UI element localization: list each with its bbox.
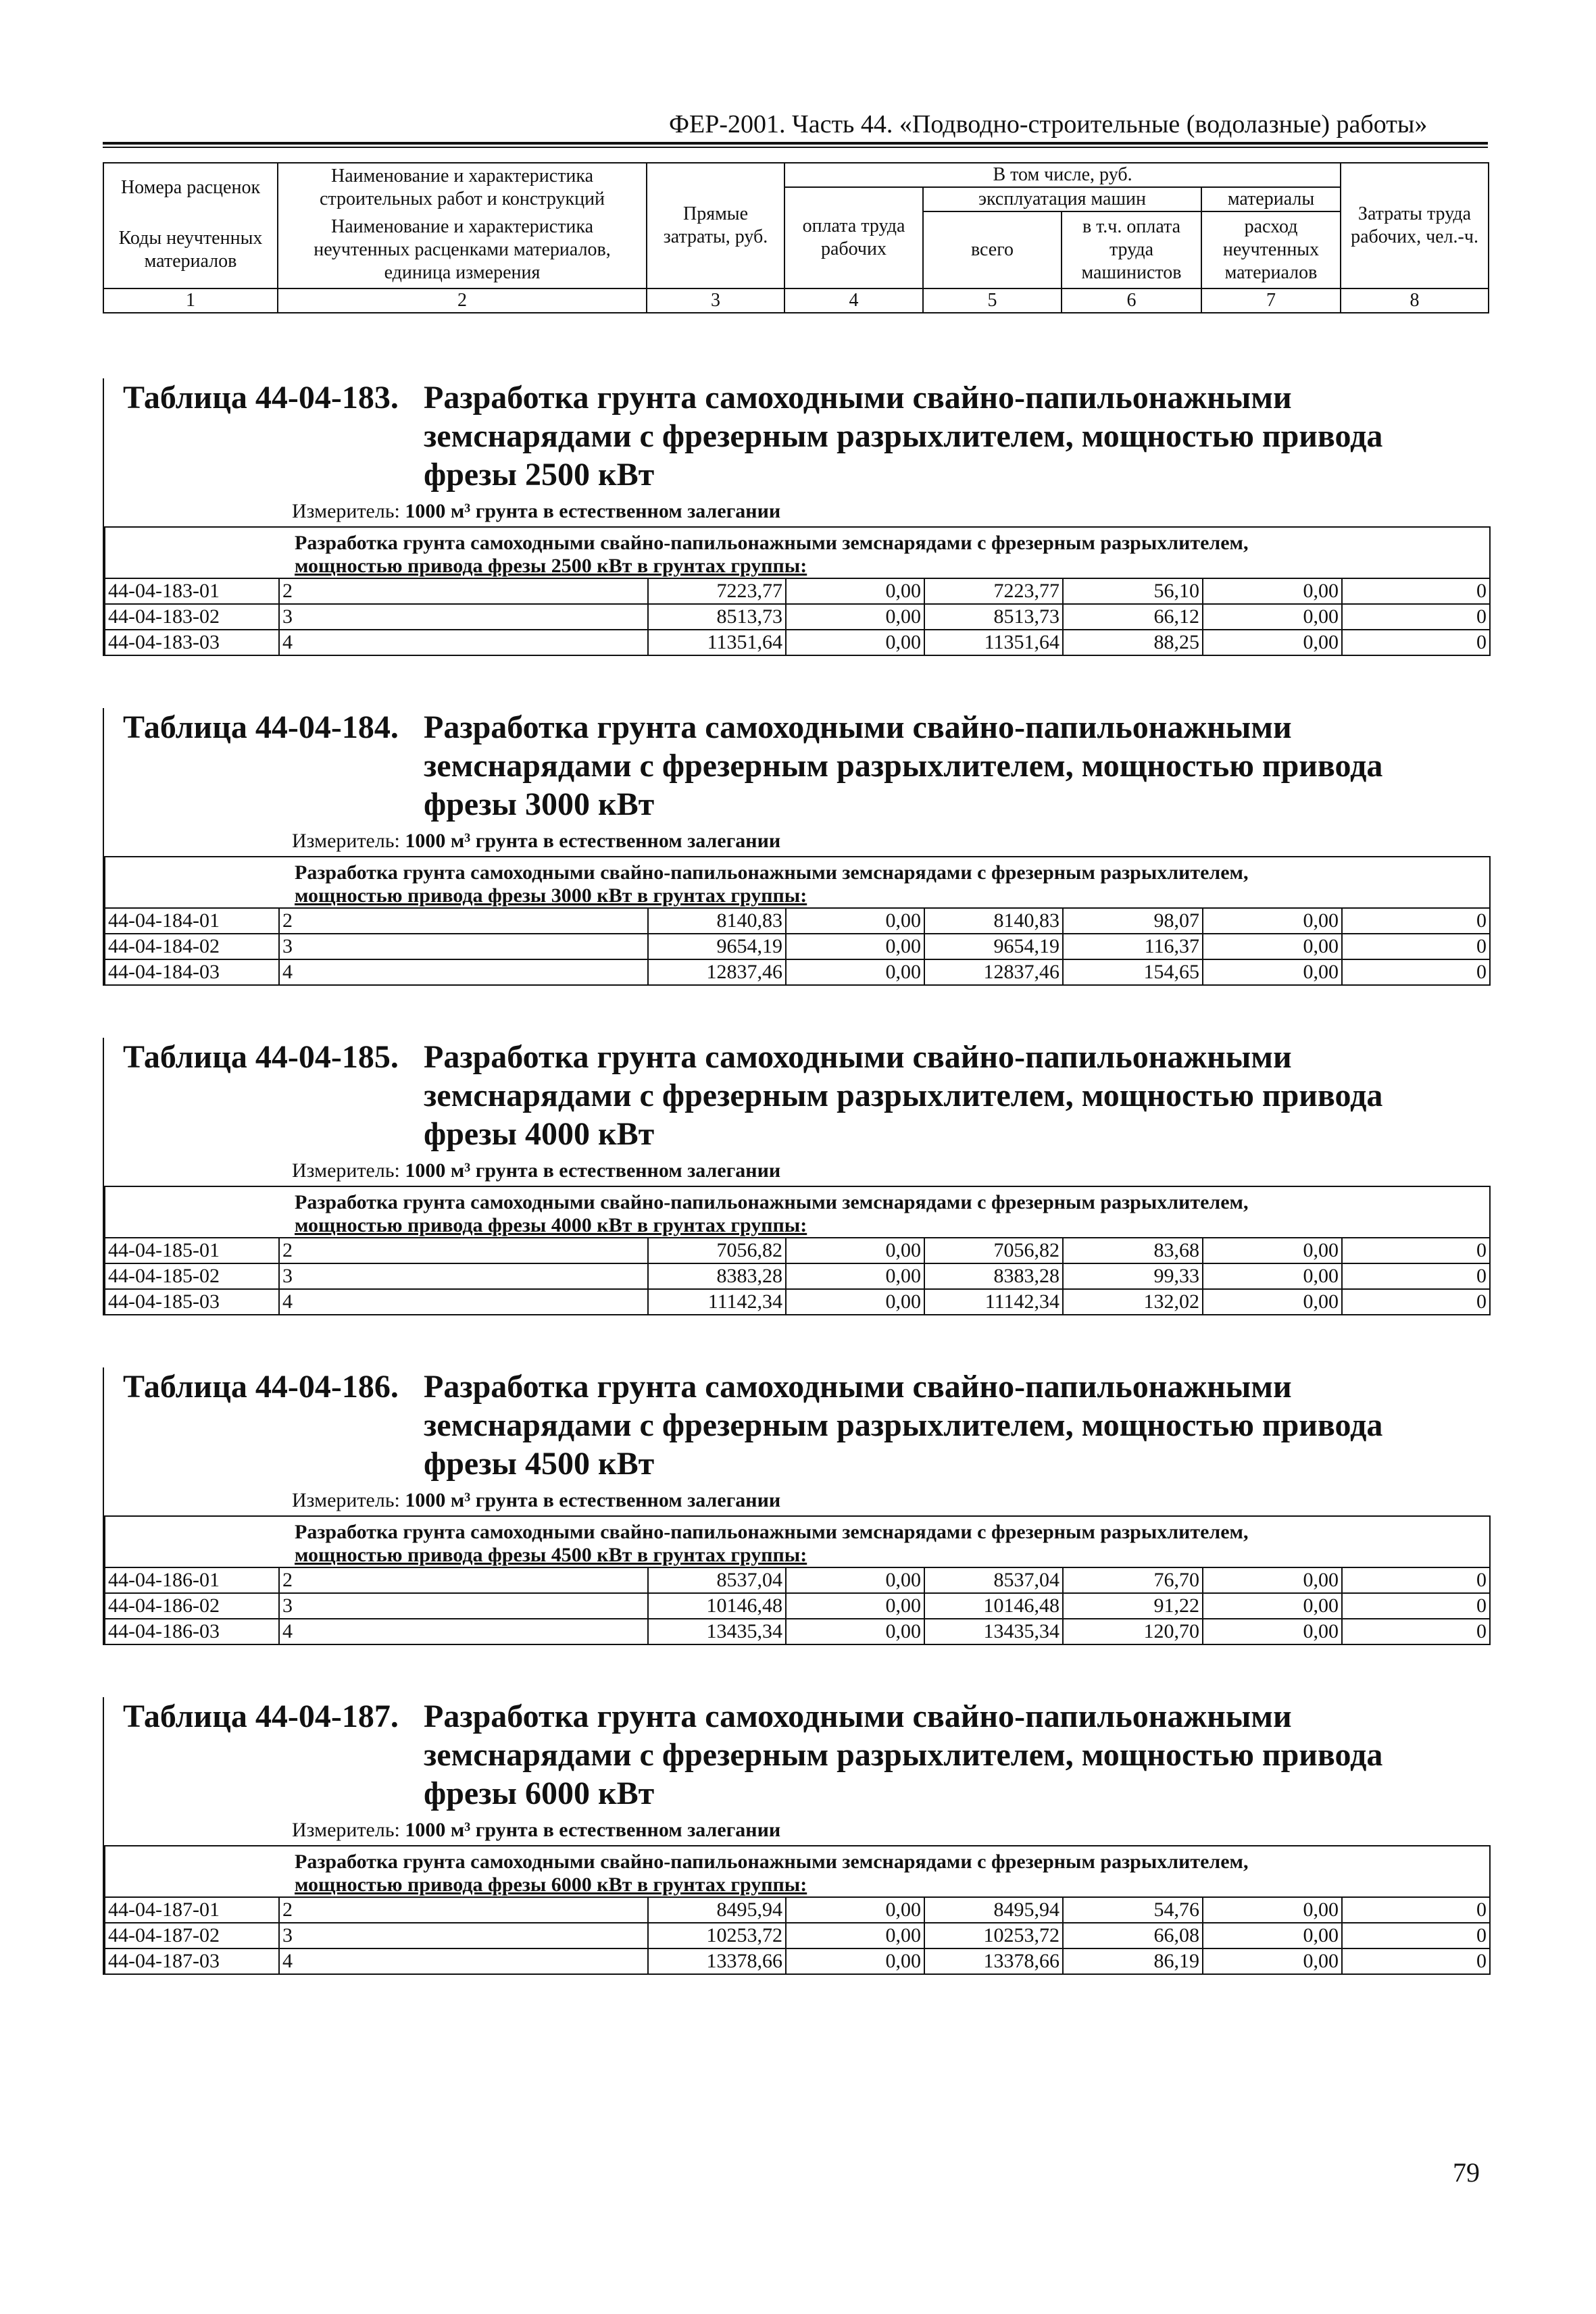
soil-group: 2: [279, 1897, 648, 1923]
soil-group: 3: [279, 604, 648, 630]
soil-group: 3: [279, 1263, 648, 1289]
header-col5: всего: [923, 211, 1062, 288]
materials-cost: 0,00: [1203, 1619, 1342, 1644]
soil-group: 3: [279, 934, 648, 959]
materials-cost: 0,00: [1203, 1567, 1342, 1593]
rate-code: 44-04-187-02: [105, 1923, 279, 1948]
operator-wages: 54,76: [1063, 1897, 1203, 1923]
direct-cost: 7056,82: [648, 1238, 786, 1263]
unit-text: 1000 м³ грунта в естественном залегании: [405, 1819, 781, 1841]
table-title-line: Разработка грунта самоходными свайно-папильонажными: [424, 380, 1292, 416]
header-number-2: 2: [278, 288, 647, 313]
rate-code: 44-04-187-01: [105, 1897, 279, 1923]
direct-cost: 8537,04: [648, 1567, 786, 1593]
header-col2-top: Наименование и характеристика строительных работ и конструкций: [278, 163, 647, 211]
rate-code: 44-04-185-01: [105, 1238, 279, 1263]
header-rule: [103, 142, 1488, 145]
machine-cost: 7223,77: [924, 578, 1063, 604]
unit-prefix: Измеритель:: [292, 830, 400, 852]
header-rule-thin: [103, 147, 1488, 148]
header-col1-bottom: Коды неучтенных материалов: [103, 211, 278, 288]
unit-of-measure: [292, 1818, 1489, 1842]
machine-cost: 9654,19: [924, 934, 1063, 959]
table-title-line: фрезы 2500 кВт: [424, 457, 655, 493]
header-col4: оплата труда рабочих: [784, 187, 923, 288]
direct-cost: 13378,66: [648, 1948, 786, 1974]
header-col2-bottom: Наименование и характеристика неучтенных расценками материалов, единица измерения: [278, 211, 647, 288]
table-title-line: Разработка грунта самоходными свайно-папильонажными: [424, 1039, 1292, 1075]
column-header-table: [103, 162, 1489, 313]
table-row: [105, 1593, 1490, 1619]
work-description-line: Разработка грунта самоходными свайно-папильонажными земснарядами с фрезерным разрыхлителем,: [295, 1191, 1249, 1213]
work-description-line: мощностью привода фрезы 4500 кВт в грунтах группы:: [295, 1544, 807, 1566]
header-col3: Прямые затраты, руб.: [647, 163, 784, 288]
operator-wages: 56,10: [1063, 578, 1203, 604]
table-title-line: земснарядами с фрезерным разрыхлителем, мощностью привода: [424, 748, 1383, 784]
header-number-1: 1: [103, 288, 278, 313]
header-machines: эксплуатация машин: [923, 187, 1201, 211]
operator-wages: 98,07: [1063, 908, 1203, 934]
table-title: [123, 1367, 1489, 1483]
rate-code: 44-04-187-03: [105, 1948, 279, 1974]
unit-text: 1000 м³ грунта в естественном залегании: [405, 1489, 781, 1511]
materials-cost: 0,00: [1203, 630, 1342, 655]
direct-cost: 8140,83: [648, 908, 786, 934]
header-number-5: 5: [923, 288, 1062, 313]
labor-hours: 0: [1342, 1619, 1490, 1644]
labor-hours: 0: [1342, 959, 1490, 985]
price-table: [104, 856, 1491, 986]
table-row: [105, 1289, 1490, 1315]
materials-cost: 0,00: [1203, 934, 1342, 959]
soil-group: 2: [279, 1567, 648, 1593]
machine-cost: 8495,94: [924, 1897, 1063, 1923]
materials-cost: 0,00: [1203, 604, 1342, 630]
work-description-line: мощностью привода фрезы 6000 кВт в грунтах группы:: [295, 1873, 807, 1896]
operator-wages: 66,08: [1063, 1923, 1203, 1948]
worker-wages: 0,00: [786, 1923, 924, 1948]
table-title: [123, 378, 1489, 494]
direct-cost: 11351,64: [648, 630, 786, 655]
table-title-line: земснарядами с фрезерным разрыхлителем, мощностью привода: [424, 1407, 1383, 1443]
worker-wages: 0,00: [786, 1263, 924, 1289]
machine-cost: 13378,66: [924, 1948, 1063, 1974]
direct-cost: 10146,48: [648, 1593, 786, 1619]
materials-cost: 0,00: [1203, 578, 1342, 604]
table-title: [123, 1038, 1489, 1153]
soil-group: 2: [279, 1238, 648, 1263]
operator-wages: 154,65: [1063, 959, 1203, 985]
table-title-line: земснарядами с фрезерным разрыхлителем, мощностью привода: [424, 418, 1383, 454]
labor-hours: 0: [1342, 1923, 1490, 1948]
work-description-line: мощностью привода фрезы 2500 кВт в грунтах группы:: [295, 555, 807, 577]
rate-code: 44-04-185-02: [105, 1263, 279, 1289]
worker-wages: 0,00: [786, 908, 924, 934]
materials-cost: 0,00: [1203, 959, 1342, 985]
soil-group: 4: [279, 1289, 648, 1315]
unit-of-measure: [292, 1488, 1489, 1513]
soil-group: 4: [279, 630, 648, 655]
header-number-6: 6: [1062, 288, 1201, 313]
price-table-section: [103, 378, 1489, 656]
machine-cost: 10146,48: [924, 1593, 1063, 1619]
table-row: [105, 578, 1490, 604]
price-table: [104, 526, 1491, 656]
work-description-line: мощностью привода фрезы 3000 кВт в грунтах группы:: [295, 884, 807, 907]
labor-hours: 0: [1342, 1289, 1490, 1315]
soil-group: 3: [279, 1593, 648, 1619]
machine-cost: 7056,82: [924, 1238, 1063, 1263]
table-title: [123, 1697, 1489, 1813]
labor-hours: 0: [1342, 630, 1490, 655]
worker-wages: 0,00: [786, 1897, 924, 1923]
rate-code: 44-04-184-03: [105, 959, 279, 985]
materials-cost: 0,00: [1203, 1923, 1342, 1948]
rate-code: 44-04-184-02: [105, 934, 279, 959]
table-title-line: фрезы 4000 кВт: [424, 1116, 655, 1152]
page-number: 79: [1453, 2157, 1480, 2188]
table-row: [105, 1567, 1490, 1593]
labor-hours: 0: [1342, 1567, 1490, 1593]
unit-prefix: Измеритель:: [292, 500, 400, 522]
worker-wages: 0,00: [786, 1619, 924, 1644]
soil-group: 4: [279, 1948, 648, 1974]
rate-code: 44-04-183-03: [105, 630, 279, 655]
table-title-line: Разработка грунта самоходными свайно-папильонажными: [424, 709, 1292, 745]
unit-text: 1000 м³ грунта в естественном залегании: [405, 500, 781, 522]
price-table: [104, 1186, 1491, 1315]
operator-wages: 120,70: [1063, 1619, 1203, 1644]
work-description-line: Разработка грунта самоходными свайно-папильонажными земснарядами с фрезерным разрыхлителем,: [295, 1851, 1249, 1873]
table-row: [105, 1238, 1490, 1263]
labor-hours: 0: [1342, 1897, 1490, 1923]
work-description: [105, 1846, 1490, 1897]
rate-code: 44-04-186-02: [105, 1593, 279, 1619]
operator-wages: 83,68: [1063, 1238, 1203, 1263]
direct-cost: 8495,94: [648, 1897, 786, 1923]
operator-wages: 88,25: [1063, 630, 1203, 655]
direct-cost: 8383,28: [648, 1263, 786, 1289]
work-description-line: мощностью привода фрезы 4000 кВт в грунтах группы:: [295, 1214, 807, 1236]
work-description-line: Разработка грунта самоходными свайно-папильонажными земснарядами с фрезерным разрыхлителем,: [295, 861, 1249, 884]
rate-code: 44-04-183-02: [105, 604, 279, 630]
direct-cost: 10253,72: [648, 1923, 786, 1948]
operator-wages: 76,70: [1063, 1567, 1203, 1593]
table-title-line: фрезы 4500 кВт: [424, 1446, 655, 1482]
table-title-line: фрезы 3000 кВт: [424, 786, 655, 822]
labor-hours: 0: [1342, 908, 1490, 934]
labor-hours: 0: [1342, 934, 1490, 959]
materials-cost: 0,00: [1203, 1238, 1342, 1263]
machine-cost: 10253,72: [924, 1923, 1063, 1948]
table-label: Таблица 44-04-185.: [123, 1039, 399, 1075]
labor-hours: 0: [1342, 1238, 1490, 1263]
materials-cost: 0,00: [1203, 1593, 1342, 1619]
labor-hours: 0: [1342, 1948, 1490, 1974]
table-title-line: земснарядами с фрезерным разрыхлителем, мощностью привода: [424, 1078, 1383, 1113]
table-row: [105, 604, 1490, 630]
worker-wages: 0,00: [786, 1593, 924, 1619]
machine-cost: 8383,28: [924, 1263, 1063, 1289]
direct-cost: 8513,73: [648, 604, 786, 630]
labor-hours: 0: [1342, 578, 1490, 604]
soil-group: 4: [279, 1619, 648, 1644]
machine-cost: 8140,83: [924, 908, 1063, 934]
operator-wages: 132,02: [1063, 1289, 1203, 1315]
table-title-line: Разработка грунта самоходными свайно-папильонажными: [424, 1699, 1292, 1734]
soil-group: 4: [279, 959, 648, 985]
table-row: [105, 1923, 1490, 1948]
running-head: ФЕР-2001. Часть 44. «Подводно-строительные (водолазные) работы»: [669, 110, 1428, 139]
soil-group: 3: [279, 1923, 648, 1948]
price-table-section: [103, 708, 1489, 986]
price-table-section: [103, 1697, 1489, 1975]
unit-prefix: Измеритель:: [292, 1159, 400, 1182]
table-label: Таблица 44-04-184.: [123, 709, 399, 745]
direct-cost: 12837,46: [648, 959, 786, 985]
operator-wages: 116,37: [1063, 934, 1203, 959]
table-row: [105, 934, 1490, 959]
table-row: [105, 630, 1490, 655]
worker-wages: 0,00: [786, 630, 924, 655]
table-row: [105, 908, 1490, 934]
direct-cost: 11142,34: [648, 1289, 786, 1315]
table-title-line: земснарядами с фрезерным разрыхлителем, мощностью привода: [424, 1737, 1383, 1773]
table-title-line: Разработка грунта самоходными свайно-папильонажными: [424, 1369, 1292, 1405]
machine-cost: 11142,34: [924, 1289, 1063, 1315]
work-description: [105, 1516, 1490, 1567]
header-materials: материалы: [1201, 187, 1341, 211]
work-description: [105, 857, 1490, 908]
direct-cost: 7223,77: [648, 578, 786, 604]
machine-cost: 8537,04: [924, 1567, 1063, 1593]
rate-code: 44-04-186-03: [105, 1619, 279, 1644]
soil-group: 2: [279, 908, 648, 934]
header-col1-top: Номера расценок: [103, 163, 278, 211]
soil-group: 2: [279, 578, 648, 604]
operator-wages: 91,22: [1063, 1593, 1203, 1619]
direct-cost: 9654,19: [648, 934, 786, 959]
operator-wages: 66,12: [1063, 604, 1203, 630]
table-label: Таблица 44-04-187.: [123, 1699, 399, 1734]
operator-wages: 99,33: [1063, 1263, 1203, 1289]
machine-cost: 11351,64: [924, 630, 1063, 655]
machine-cost: 13435,34: [924, 1619, 1063, 1644]
operator-wages: 86,19: [1063, 1948, 1203, 1974]
header-col7: расход неучтенных материалов: [1201, 211, 1341, 288]
header-number-7: 7: [1201, 288, 1341, 313]
table-row: [105, 1263, 1490, 1289]
worker-wages: 0,00: [786, 1238, 924, 1263]
worker-wages: 0,00: [786, 578, 924, 604]
table-label: Таблица 44-04-186.: [123, 1369, 399, 1405]
header-number-8: 8: [1341, 288, 1489, 313]
unit-of-measure: [292, 1159, 1489, 1183]
unit-of-measure: [292, 829, 1489, 853]
worker-wages: 0,00: [786, 959, 924, 985]
worker-wages: 0,00: [786, 604, 924, 630]
header-number-3: 3: [647, 288, 784, 313]
table-title-line: фрезы 6000 кВт: [424, 1776, 655, 1811]
rate-code: 44-04-186-01: [105, 1567, 279, 1593]
table-title: [123, 708, 1489, 824]
labor-hours: 0: [1342, 1593, 1490, 1619]
worker-wages: 0,00: [786, 1289, 924, 1315]
price-table-section: [103, 1367, 1489, 1645]
machine-cost: 8513,73: [924, 604, 1063, 630]
worker-wages: 0,00: [786, 1567, 924, 1593]
labor-hours: 0: [1342, 1263, 1490, 1289]
labor-hours: 0: [1342, 604, 1490, 630]
price-table: [104, 1515, 1491, 1645]
materials-cost: 0,00: [1203, 1263, 1342, 1289]
table-row: [105, 959, 1490, 985]
materials-cost: 0,00: [1203, 1897, 1342, 1923]
work-description-line: Разработка грунта самоходными свайно-папильонажными земснарядами с фрезерным разрыхлителем,: [295, 1521, 1249, 1543]
worker-wages: 0,00: [786, 1948, 924, 1974]
rate-code: 44-04-185-03: [105, 1289, 279, 1315]
unit-prefix: Измеритель:: [292, 1489, 400, 1511]
unit-prefix: Измеритель:: [292, 1819, 400, 1841]
rate-code: 44-04-183-01: [105, 578, 279, 604]
work-description: [105, 1186, 1490, 1238]
table-row: [105, 1619, 1490, 1644]
unit-text: 1000 м³ грунта в естественном залегании: [405, 830, 781, 852]
materials-cost: 0,00: [1203, 1289, 1342, 1315]
table-row: [105, 1948, 1490, 1974]
worker-wages: 0,00: [786, 934, 924, 959]
price-table-section: [103, 1038, 1489, 1315]
header-col6: в т.ч. оплата труда машинистов: [1062, 211, 1201, 288]
direct-cost: 13435,34: [648, 1619, 786, 1644]
unit-text: 1000 м³ грунта в естественном залегании: [405, 1159, 781, 1182]
unit-of-measure: [292, 499, 1489, 524]
table-row: [105, 1897, 1490, 1923]
materials-cost: 0,00: [1203, 1948, 1342, 1974]
price-table: [104, 1845, 1491, 1975]
header-including: В том числе, руб.: [784, 163, 1341, 187]
table-label: Таблица 44-04-183.: [123, 380, 399, 416]
work-description-line: Разработка грунта самоходными свайно-папильонажными земснарядами с фрезерным разрыхлителем,: [295, 532, 1249, 554]
work-description: [105, 527, 1490, 578]
machine-cost: 12837,46: [924, 959, 1063, 985]
header-number-4: 4: [784, 288, 923, 313]
rate-code: 44-04-184-01: [105, 908, 279, 934]
header-col8: Затраты труда рабочих, чел.-ч.: [1341, 163, 1489, 288]
materials-cost: 0,00: [1203, 908, 1342, 934]
